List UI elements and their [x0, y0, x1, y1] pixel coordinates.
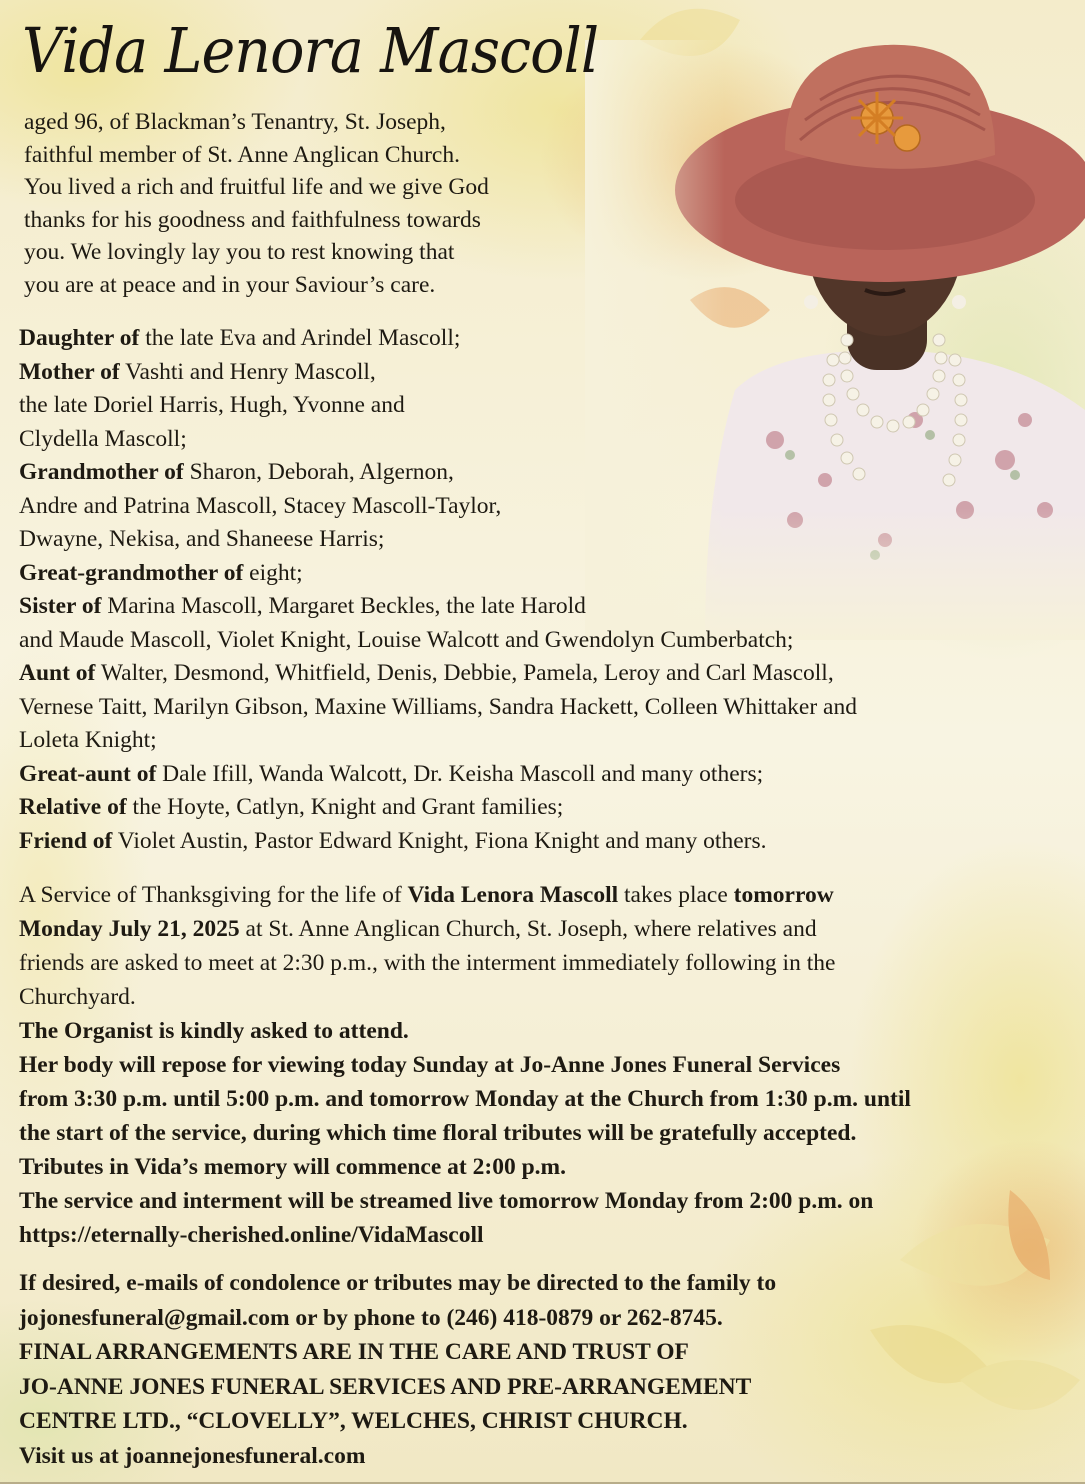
- service-details: [19, 878, 1069, 1252]
- relation-line: Dwayne, Nekisa, and Shaneese Harris;: [19, 526, 385, 552]
- organist-note: The Organist is kindly asked to attend.: [19, 1018, 409, 1044]
- relation-line: Loleta Knight;: [19, 727, 157, 753]
- website-link[interactable]: Visit us at joannejonesfuneral.com: [19, 1442, 366, 1469]
- relation-line: the late Doriel Harris, Hugh, Yvonne and: [19, 392, 405, 418]
- intro-paragraph: [24, 106, 604, 301]
- stream-line: The service and interment will be streamed live tomorrow Monday from 2:00 p.m. on: [19, 1188, 874, 1214]
- relation-line: Grandmother of Sharon, Deborah, Algernon,: [19, 459, 454, 485]
- service-line: friends are asked to meet at 2:30 p.m., with the interment immediately following in the: [19, 950, 836, 976]
- intro-line: you. We lovingly lay you to rest knowing that: [24, 239, 455, 265]
- relation-line: Great-aunt of Dale Ifill, Wanda Walcott, Dr. Keisha Mascoll and many others;: [19, 760, 764, 787]
- viewing-line: from 3:30 p.m. until 5:00 p.m. and tomorrow Monday at the Church from 1:30 p.m. until: [19, 1086, 911, 1112]
- intro-line: aged 96, of Blackman’s Tenantry, St. Joseph,: [24, 109, 446, 135]
- tributes-line: Tributes in Vida’s memory will commence at 2:00 p.m.: [19, 1154, 566, 1180]
- relation-line: Daughter of the late Eva and Arindel Mascoll;: [19, 325, 461, 351]
- relation-line: Vernese Taitt, Marilyn Gibson, Maxine Williams, Sandra Hackett, Colleen Whittaker and: [19, 693, 857, 720]
- arrangements-line: CENTRE LTD., “CLOVELLY”, WELCHES, CHRIST CHURCH.: [19, 1408, 688, 1434]
- relation-line: Clydella Mascoll;: [19, 425, 187, 452]
- service-line: A Service of Thanksgiving for the life of Vida Lenora Mascoll takes place tomorrow: [19, 882, 834, 908]
- intro-line: you are at peace and in your Saviour’s care.: [24, 271, 436, 298]
- viewing-line: Her body will repose for viewing today Sunday at Jo-Anne Jones Funeral Services: [19, 1052, 841, 1078]
- intro-line: You lived a rich and fruitful life and we give God: [24, 174, 489, 200]
- relation-line: Friend of Violet Austin, Pastor Edward Knight, Fiona Knight and many others.: [19, 827, 767, 854]
- arrangements-line: FINAL ARRANGEMENTS ARE IN THE CARE AND TRUST OF: [19, 1339, 689, 1365]
- viewing-line: the start of the service, during which time floral tributes will be gratefully accepted.: [19, 1120, 857, 1146]
- intro-line: faithful member of St. Anne Anglican Church.: [24, 141, 460, 168]
- contact-line[interactable]: jojonesfuneral@gmail.com or by phone to (246) 418-0879 or 262-8745.: [19, 1304, 723, 1331]
- relations-list: [19, 322, 1064, 858]
- relation-line: and Maude Mascoll, Violet Knight, Louise Walcott and Gwendolyn Cumberbatch;: [19, 626, 794, 653]
- relation-line: Andre and Patrina Mascoll, Stacey Mascoll-Taylor,: [19, 492, 502, 519]
- service-line: Monday July 21, 2025 at St. Anne Anglican Church, St. Joseph, where relatives and: [19, 916, 817, 942]
- closing-section: [19, 1266, 1069, 1473]
- relation-line: Mother of Vashti and Henry Mascoll,: [19, 358, 376, 385]
- stream-link[interactable]: https://eternally-cherished.online/VidaMascoll: [19, 1222, 484, 1248]
- condolence-line: If desired, e-mails of condolence or tributes may be directed to the family to: [19, 1270, 777, 1296]
- service-line: Churchyard.: [19, 984, 136, 1010]
- relation-line: Great-grandmother of eight;: [19, 559, 303, 586]
- intro-line: thanks for his goodness and faithfulness towards: [24, 206, 481, 233]
- arrangements-line: JO-ANNE JONES FUNERAL SERVICES AND PRE-ARRANGEMENT: [19, 1373, 752, 1400]
- relation-line: Relative of the Hoyte, Catlyn, Knight and Grant families;: [19, 794, 564, 820]
- relation-line: Sister of Marina Mascoll, Margaret Beckles, the late Harold: [19, 593, 586, 619]
- deceased-name-title: Vida Lenora Mascoll: [22, 14, 599, 87]
- relation-line: Aunt of Walter, Desmond, Whitfield, Denis, Debbie, Pamela, Leroy and Carl Mascoll,: [19, 660, 834, 686]
